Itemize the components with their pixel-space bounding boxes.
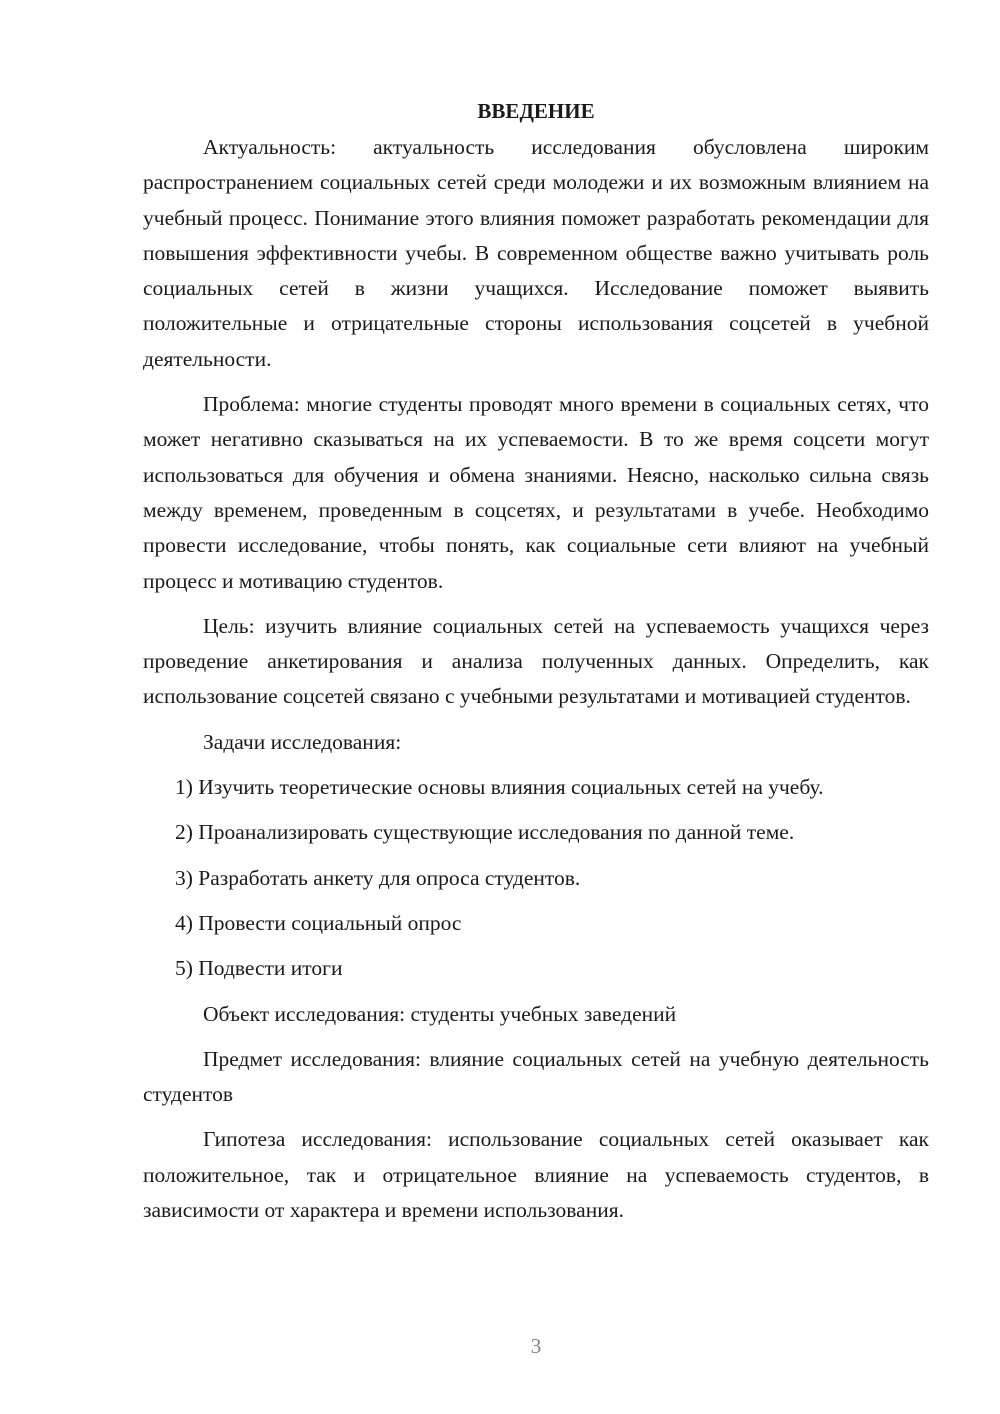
list-item: 1) Изучить теоретические основы влияния социальных сетей на учебу. <box>175 775 824 800</box>
paragraph-problem: Проблема: многие студенты проводят много времени в социальных сетях, что может негативно сказываться на их успеваемости. В то же время соцсети могут использоваться для обучения и обмена знаниями. Неясно, насколько сильна связь между временем, проведенным в соцсетях, и результатами в учебе. Необходимо провести исследование, чтобы понять, как социальные сети влияют на учебный процесс и мотивацию студентов. <box>143 392 929 593</box>
list-item: 2) Проанализировать существующие исследования по данной теме. <box>175 820 795 845</box>
paragraph-relevance: Актуальность: актуальность исследования обусловлена широким распространением социальных сетей среди молодежи и их возможным влиянием на учебный процесс. Понимание этого влияния поможет разработать рекомендации для повышения эффективности учебы. В современном обществе важно учитывать роль социальных сетей в жизни учащихся. Исследование поможет выявить положительные и отрицательные стороны использования соцсетей в учебной деятельности. <box>143 135 929 371</box>
tasks-title: Задачи исследования: <box>203 729 402 754</box>
paragraph-subject: Предмет исследования: влияние социальных сетей на учебную деятельность студентов <box>143 1046 929 1107</box>
page-number: 3 <box>530 1334 542 1358</box>
page-title: ВВЕДЕНИЕ <box>477 99 595 123</box>
list-item: 3) Разработать анкету для опроса студентов. <box>175 865 581 890</box>
paragraph-hypothesis: Гипотеза исследования: использование социальных сетей оказывает как положительное, так и отрицательное влияние на успеваемость студентов, в зависимости от характера и времени использования. <box>143 1127 929 1223</box>
list-item: 4) Провести социальный опрос <box>175 910 462 935</box>
tasks-list <box>143 770 929 986</box>
document-page <box>143 96 929 1238</box>
paragraph-goal: Цель: изучить влияние социальных сетей на успеваемость учащихся через проведение анкетирования и анализа полученных данных. Определить, как использование соцсетей связано с учебными результатами и мотивацией студентов. <box>143 613 929 709</box>
paragraph-object: Объект исследования: студенты учебных заведений <box>203 1001 677 1026</box>
list-item: 5) Подвести итоги <box>175 956 343 981</box>
